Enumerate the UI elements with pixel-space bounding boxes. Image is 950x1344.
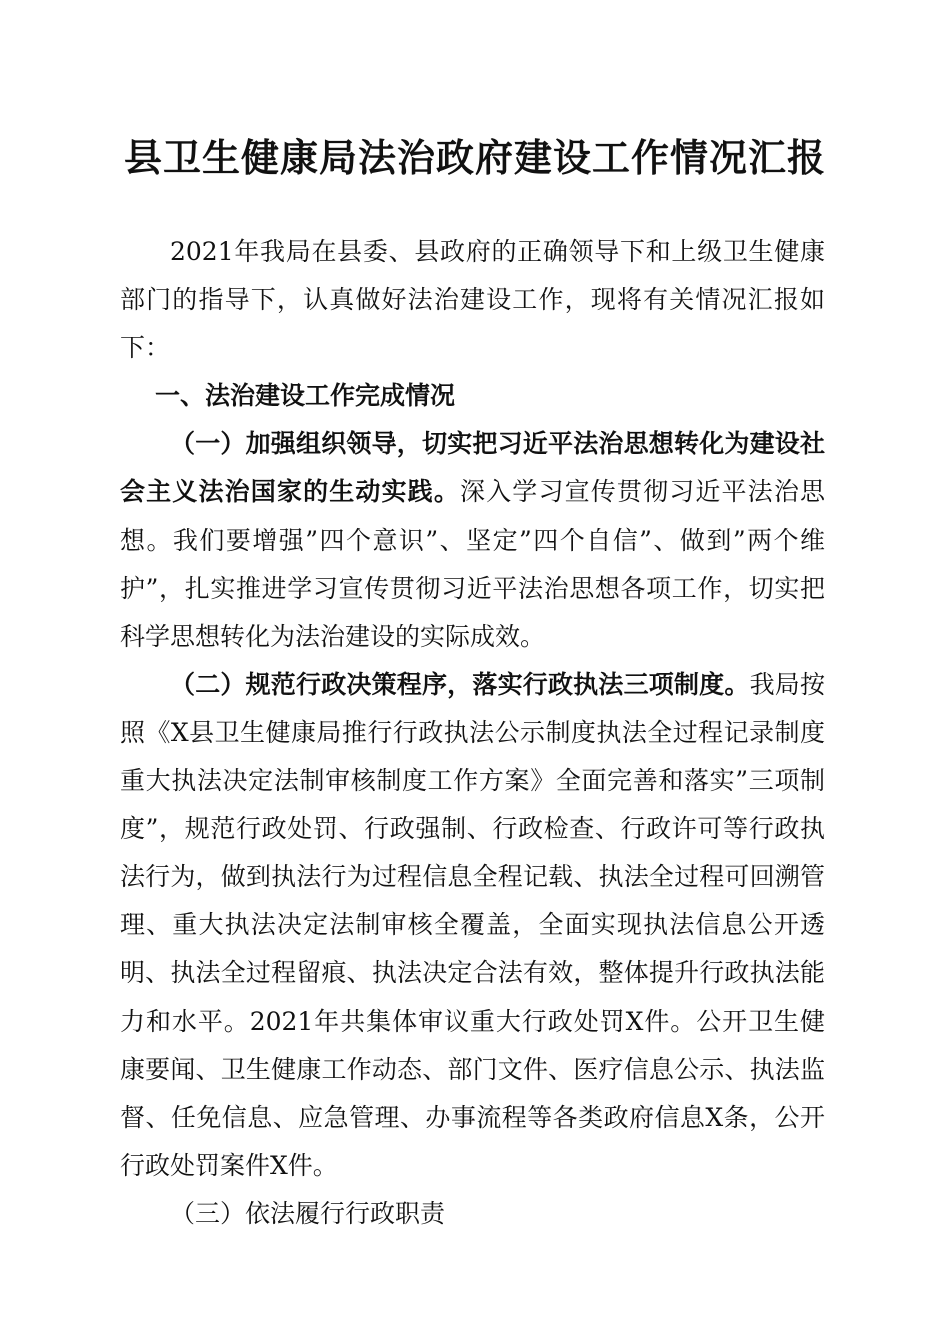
document-body	[120, 228, 825, 1238]
item-2-text: 我局按照《X县卫生健康局推行行政执法公示制度执法全过程记录制度重大执法决定法制审核制度工作方案》全面完善和落实”三项制度”，规范行政处罚、行政强制、行政检查、行政许可等行政执法行为，做到执法行为过程信息全程记载、执法全过程可回溯管理、重大执法决定法制审核全覆盖，全面实现执法信息公开透明、执法全过程留痕、执法决定合法有效，整体提升行政执法能力和水平。2021年共集体审议重大行政处罚X件。公开卫生健康要闻、卫生健康工作动态、部门文件、医疗信息公示、执法监督、任免信息、应急管理、办事流程等各类政府信息X条，公开行政处罚案件X件。	[120, 669, 825, 1180]
item-1-paragraph	[120, 420, 825, 660]
item-2-heading: （二）规范行政决策程序，落实行政执法三项制度。	[170, 669, 750, 699]
item-3-heading: （三）依法履行行政职责	[170, 1198, 446, 1228]
section-heading-1: 一、法治建设工作完成情况	[155, 381, 456, 411]
item-1-heading: （一）加强组织领导，切实把习近平法治思想转化为建设社会主义法治国家的生动实践。	[120, 429, 825, 507]
document-title: 县卫生健康局法治政府建设工作情况汇报	[123, 135, 826, 180]
item-3-paragraph	[120, 1190, 825, 1238]
intro-paragraph: 2021年我局在县委、县政府的正确领导下和上级卫生健康部门的指导下，认真做好法治建设工作，现将有关情况汇报如下：	[120, 237, 825, 363]
item-1-text: 深入学习宣传贯彻习近平法治思想。我们要增强”四个意识”、坚定”四个自信”、做到”两个维护”，扎实推进学习宣传贯彻习近平法治思想各项工作，切实把科学思想转化为法治建设的实际成效。	[120, 477, 825, 651]
item-2-paragraph	[120, 661, 825, 1190]
